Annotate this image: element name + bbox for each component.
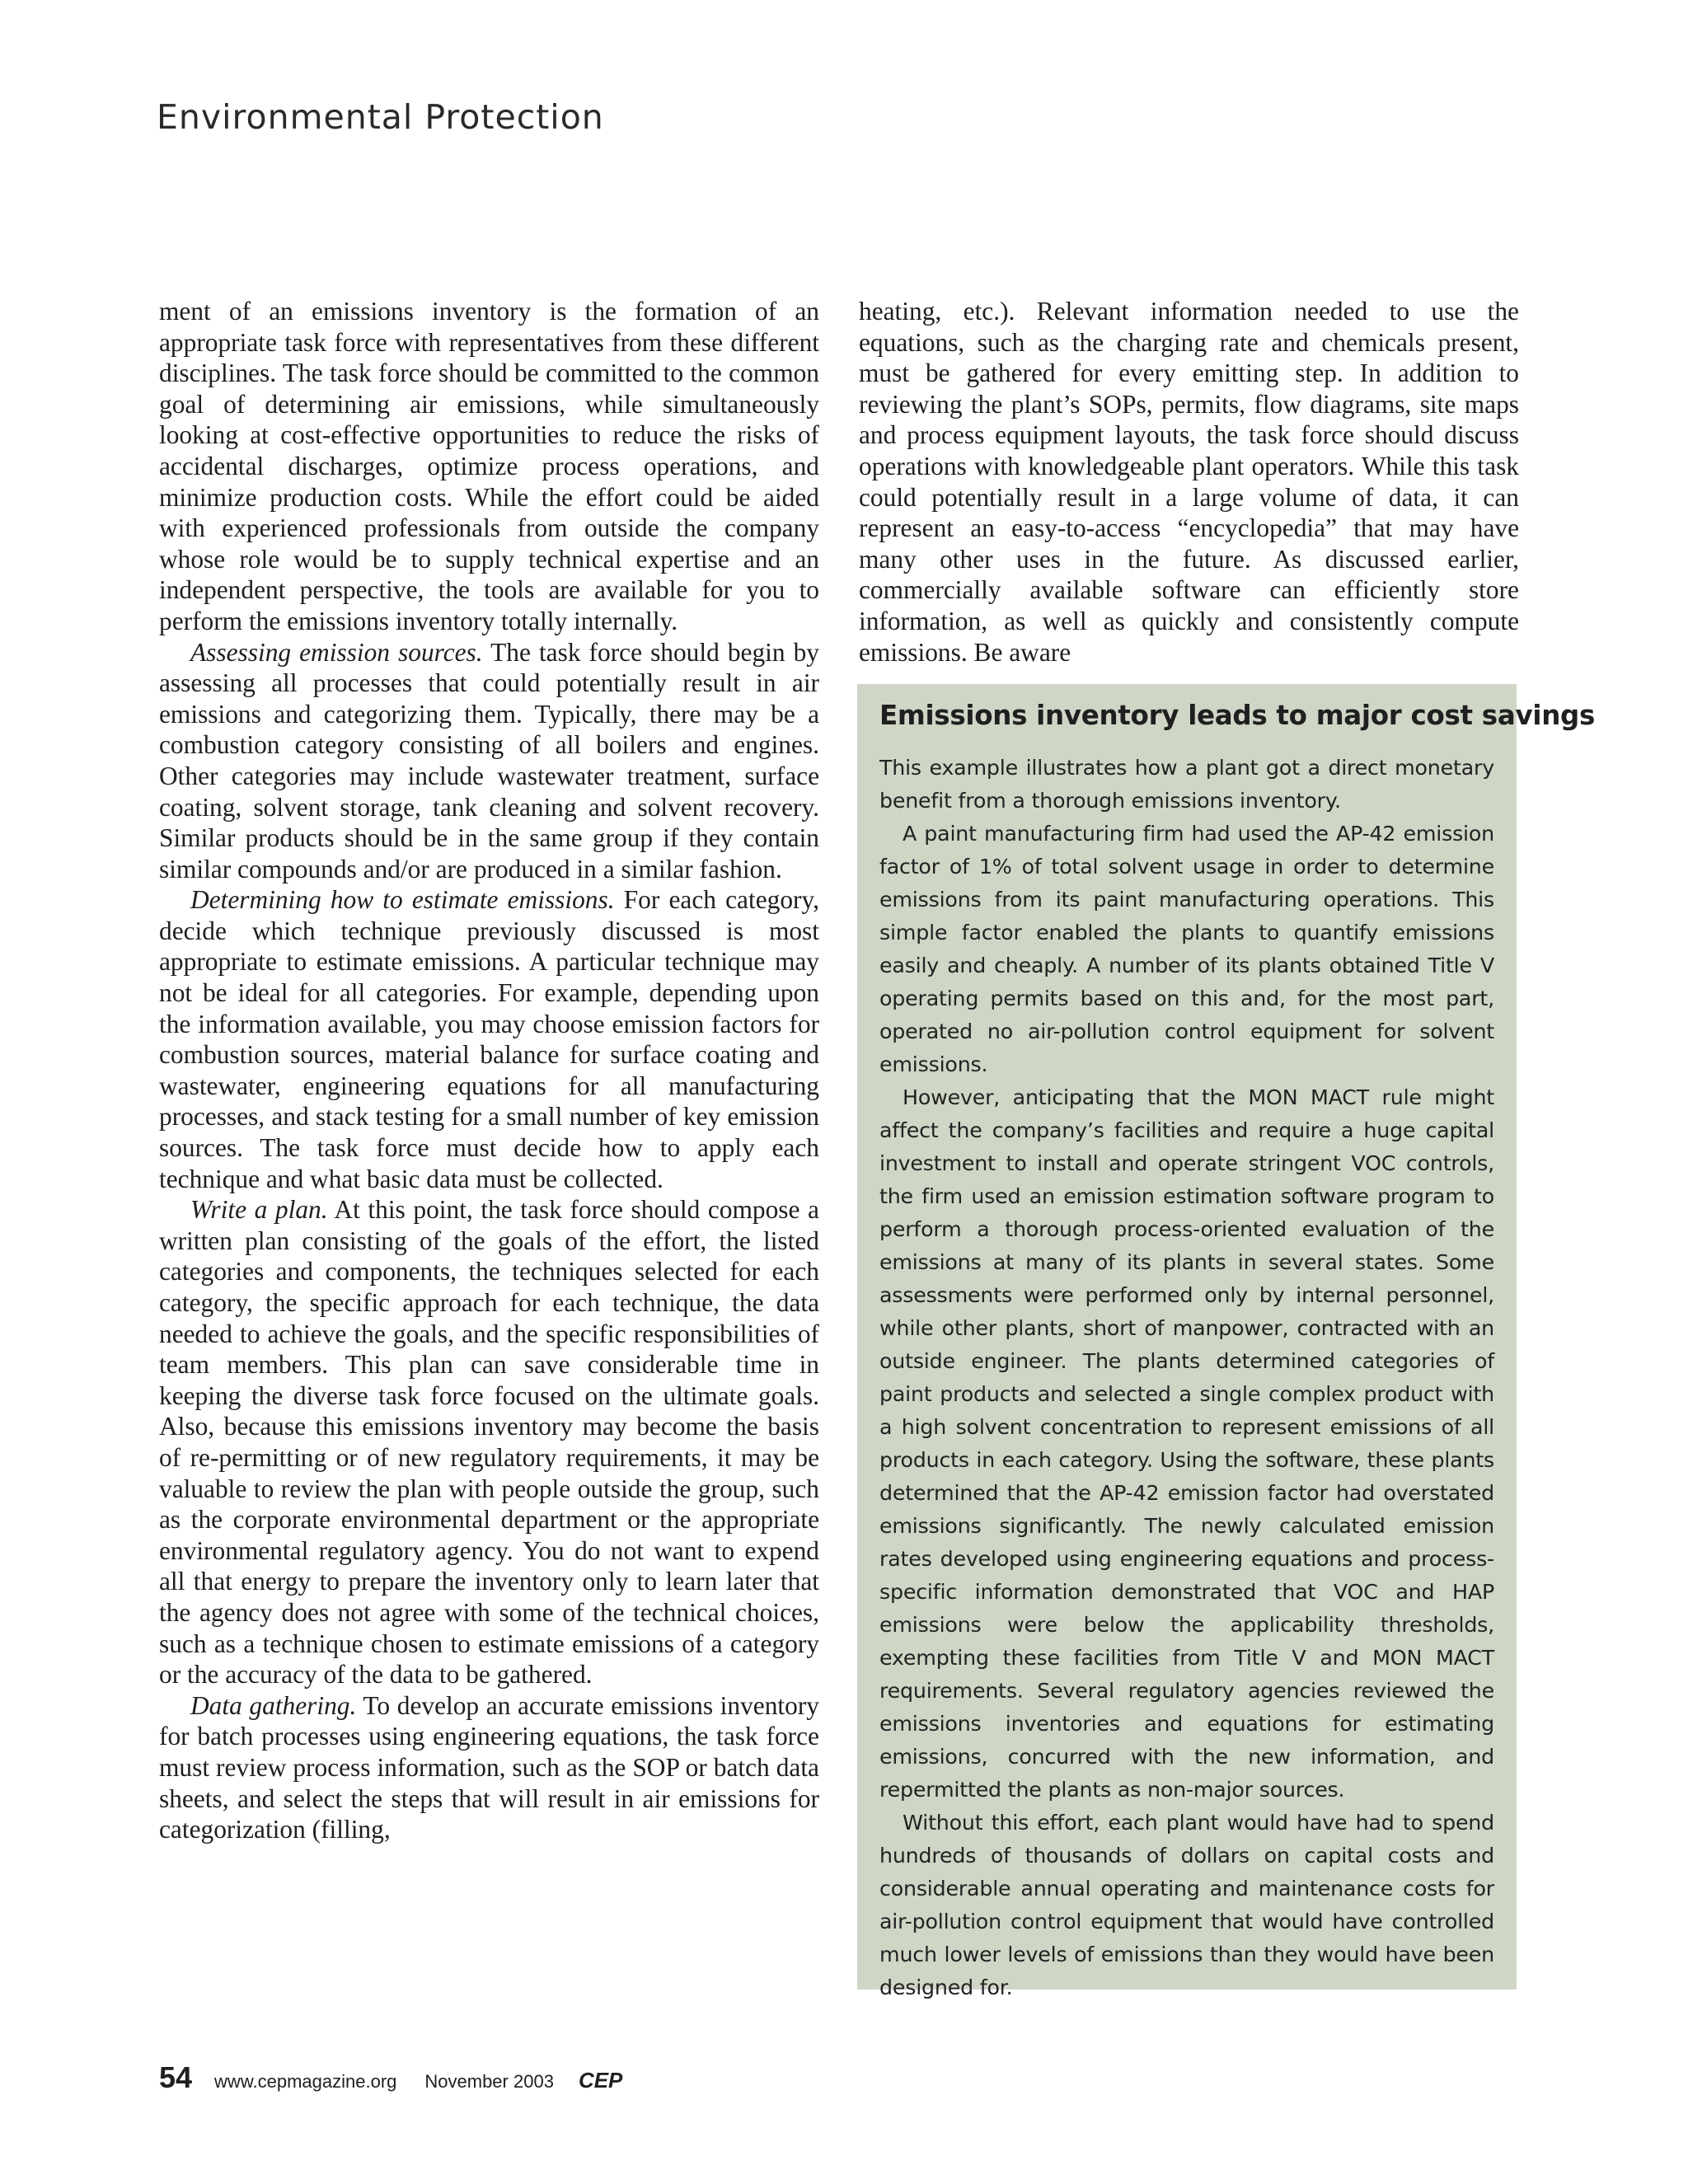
run-in-heading: Write a plan. bbox=[190, 1195, 328, 1225]
sidebar-box bbox=[857, 684, 1596, 1999]
run-in-heading: Data gathering. bbox=[190, 1690, 357, 1720]
run-in-heading: Determining how to estimate emissions. bbox=[190, 885, 615, 915]
paragraph: heating, etc.). Relevant information needed to use the equations, such as the charging rate and chemicals present, must be gathered for every emitting step. In addition to reviewing the plant’s SOPs, permits, flow diagrams, site maps and process equipment layouts, the task force should discuss operations with knowledgeable plant operators. While this task could potentially result in a large volume of data, it can represent an easy-to-access “encyclopedia” that may have many other uses in the future. As discussed earlier, commercially available software can efficiently store information, as well as quickly and consistently compute emissions. Be aware bbox=[859, 297, 1519, 667]
issue-date: November 2003 bbox=[424, 2071, 554, 2092]
paragraph-text: At this point, the task force should compose a written plan consisting of the goals of the effort, the listed categories and components, the techniques selected for each category, the specific approach for each technique, the data needed to achieve the goals, and the specific responsibilities of team members. This plan can save considerable time in keeping the diverse task force focused on the ultimate goals. Also, because this emissions inventory may become the basis of re-permitting or of new regulatory requirements, it may be valuable to review the plan with people outside the group, such as the corporate environmental department or the appropriate environmental regulatory agency. You do not want to expend all that energy to prepare the inventory only to learn later that the agency does not agree with some of the technical choices, such as a technique chosen to estimate emissions of a category or the accuracy of the data to be gathered. bbox=[159, 1195, 819, 1690]
page-number: 54 bbox=[159, 2060, 193, 2094]
paragraph bbox=[159, 1194, 819, 1690]
paragraph: ment of an emissions inventory is the formation of an appropriate task force with representatives from these different disciplines. The task force should be committed to the common goal of determining air emissions, while simultaneously looking at cost-effective opportunities to reduce the risks of accidental discharges, optimize process operations, and minimize production costs. While the effort could be aided with experienced professionals from outside the company whose role would be to supply technical expertise and an independent perspective, the tools are available for you to perform the emissions inventory totally internally. bbox=[159, 297, 819, 635]
paragraph-text: To develop an accurate emissions inventory for batch processes using engineering equations, the task force must review process information, such as the SOP or batch data sheets, and select the steps that will result in air emissions for categorization (filling, bbox=[159, 1690, 819, 1844]
sidebar-paragraph: However, anticipating that the MON MACT rule might affect the company’s facilities and require a huge capital investment to install and operate stringent VOC controls, the firm used an emission estimation software program to perform a thorough process-oriented evaluation of the emissions at many of its plants in several states. Some assessments were performed only by internal personnel, while other plants, short of manpower, contracted with an outside engineer. The plants determined categories of paint products and selected a single complex product with a high solvent concentration to represent emissions of all products in each category. Using the software, these plants determined that the AP-42 emission factor had overstated emissions significantly. The newly calculated emission rates developed using engineering equations and process-specific information demonstrated that VOC and HAP emissions were below the applicability thresholds, exempting these facilities from Title V and MON MACT requirements. Several regulatory agencies reviewed the emissions inventories and equations for estimating emissions, concurred with the new information, and repermitted the plants as non-major sources. bbox=[879, 1085, 1494, 1802]
section-header: Environmental Protection bbox=[157, 97, 604, 137]
run-in-heading: Assessing emission sources. bbox=[190, 637, 483, 667]
paragraph bbox=[159, 884, 819, 1194]
sidebar-title: Emissions inventory leads to major cost savings bbox=[879, 700, 1596, 731]
page-footer bbox=[159, 2060, 622, 2097]
left-text-column bbox=[159, 296, 819, 1845]
sidebar-paragraph: This example illustrates how a plant got a direct monetary benefit from a thorough emissions inventory. bbox=[879, 756, 1494, 813]
website-link[interactable]: www.cepmagazine.org bbox=[214, 2071, 397, 2092]
paragraph-text: The task force should begin by assessing all processes that could potentially result in air emissions and categorizing them. Typically, there may be a combustion category consisting of all boilers and engines. Other categories may include wastewater treatment, surface coating, solvent storage, tank cleaning and solvent recovery. Similar products should be in the same group if they contain similar compounds and/or are produced in a similar fashion. bbox=[159, 637, 819, 883]
magazine-logo: CEP bbox=[578, 2068, 623, 2093]
sidebar-paragraph: Without this effort, each plant would have had to spend hundreds of thousands of dollars on capital costs and considerable annual operating and maintenance costs for air-pollution control equipment that would have controlled much lower levels of emissions than they would have been designed for. bbox=[879, 1811, 1494, 1999]
sidebar-paragraph: A paint manufacturing firm had used the AP-42 emission factor of 1% of total solvent usage in order to determine emissions from its paint manufacturing operations. This simple factor enabled the plants to quantify emissions easily and cheaply. A number of its plants obtained Title V operating permits based on this and, for the most part, operated no air-pollution control equipment for solvent emissions. bbox=[879, 822, 1494, 1076]
paragraph bbox=[159, 1690, 819, 1845]
right-text-column bbox=[859, 296, 1519, 668]
paragraph bbox=[159, 637, 819, 885]
paragraph-text: For each category, decide which technique previously discussed is most appropriate to estimate emissions. A particular technique may not be ideal for all categories. For example, depending upon the information available, you may choose emission factors for combustion sources, material balance for surface coating and wastewater, engineering equations for all manufacturing processes, and stack testing for a small number of key emission sources. The task force must decide how to apply each technique and what basic data must be collected. bbox=[159, 885, 819, 1193]
